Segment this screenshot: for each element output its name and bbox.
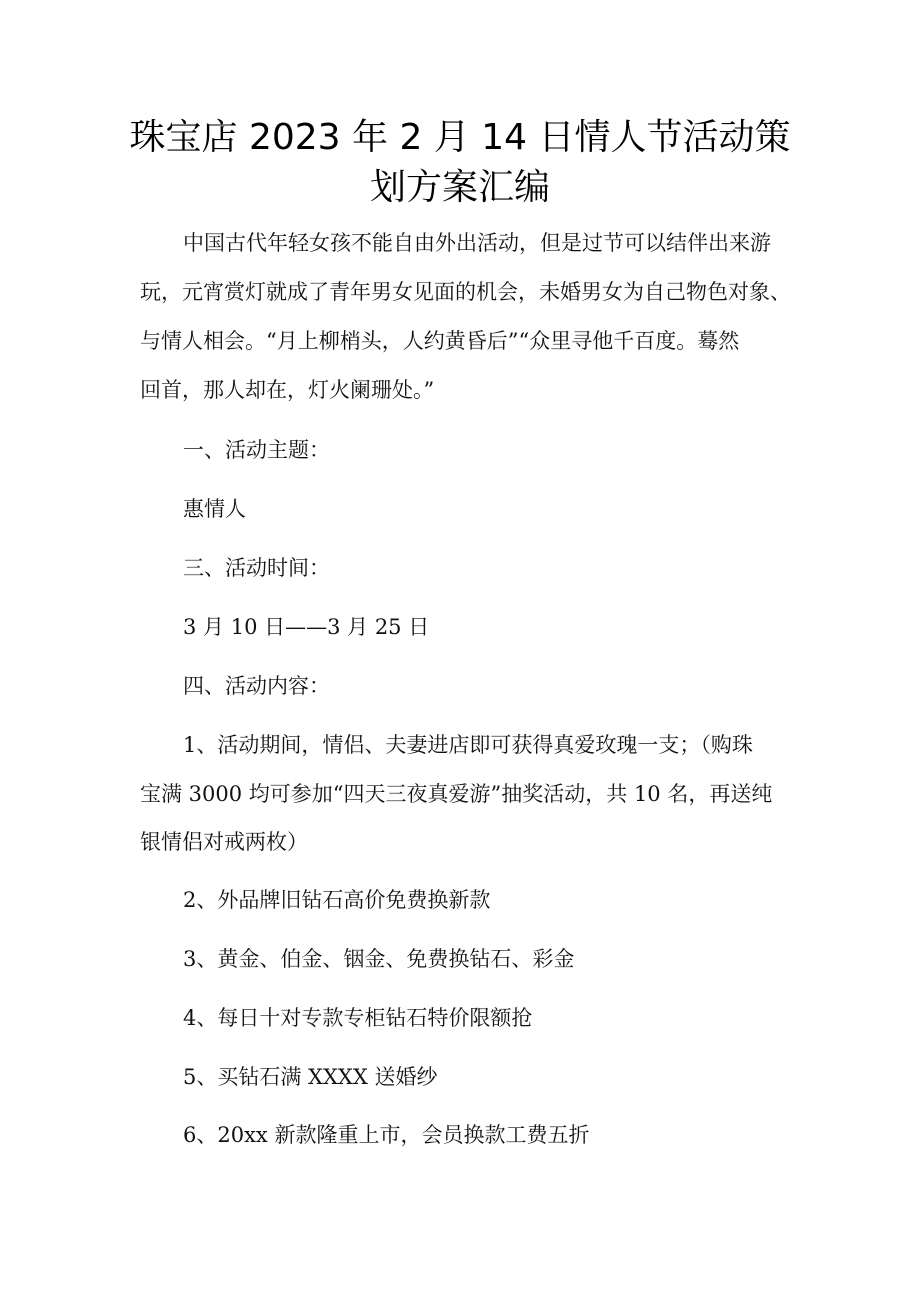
theme-value: 惠情人	[183, 497, 246, 521]
time-heading: 三、活动时间：	[183, 556, 330, 580]
content-item-4: 4、每日十对专款专柜钻石特价限额抢	[183, 1006, 533, 1030]
intro-line-3: 与情人相会。“月上柳梢头，人约黄昏后”“众里寻他千百度。蓦然	[140, 329, 740, 353]
intro-line-2: 玩，元宵赏灯就成了青年男女见面的机会，未婚男女为自己物色对象、	[140, 280, 791, 304]
theme-heading: 一、活动主题：	[183, 438, 330, 462]
content-item-3: 3、黄金、伯金、铟金、免费换钻石、彩金	[183, 947, 575, 971]
content-item-2: 2、外品牌旧钻石高价免费换新款	[183, 888, 491, 912]
content-item-1-line-3: 银情侣对戒两枚）	[140, 830, 308, 854]
content-heading: 四、活动内容：	[183, 674, 330, 698]
time-value: 3 月 10 日——3 月 25 日	[183, 615, 430, 639]
content-item-6: 6、20xx 新款隆重上市，会员换款工费五折	[183, 1123, 590, 1147]
document-title-line-1: 珠宝店 2023 年 2 月 14 日情人节活动策	[129, 117, 791, 158]
content-item-5: 5、买钻石满 XXXX 送婚纱	[183, 1065, 438, 1089]
document-title-line-2: 划方案汇编	[369, 167, 550, 208]
intro-line-1: 中国古代年轻女孩不能自由外出活动，但是过节可以结伴出来游	[183, 231, 771, 255]
content-item-1-line-1: 1、活动期间，情侣、夫妻进店即可获得真爱玫瑰一支；（购珠	[183, 733, 753, 757]
content-item-1-line-2: 宝满 3000 均可参加“四天三夜真爱游”抽奖活动，共 10 名，再送纯	[140, 782, 773, 806]
intro-line-4: 回首，那人却在，灯火阑珊处。”	[140, 378, 435, 402]
